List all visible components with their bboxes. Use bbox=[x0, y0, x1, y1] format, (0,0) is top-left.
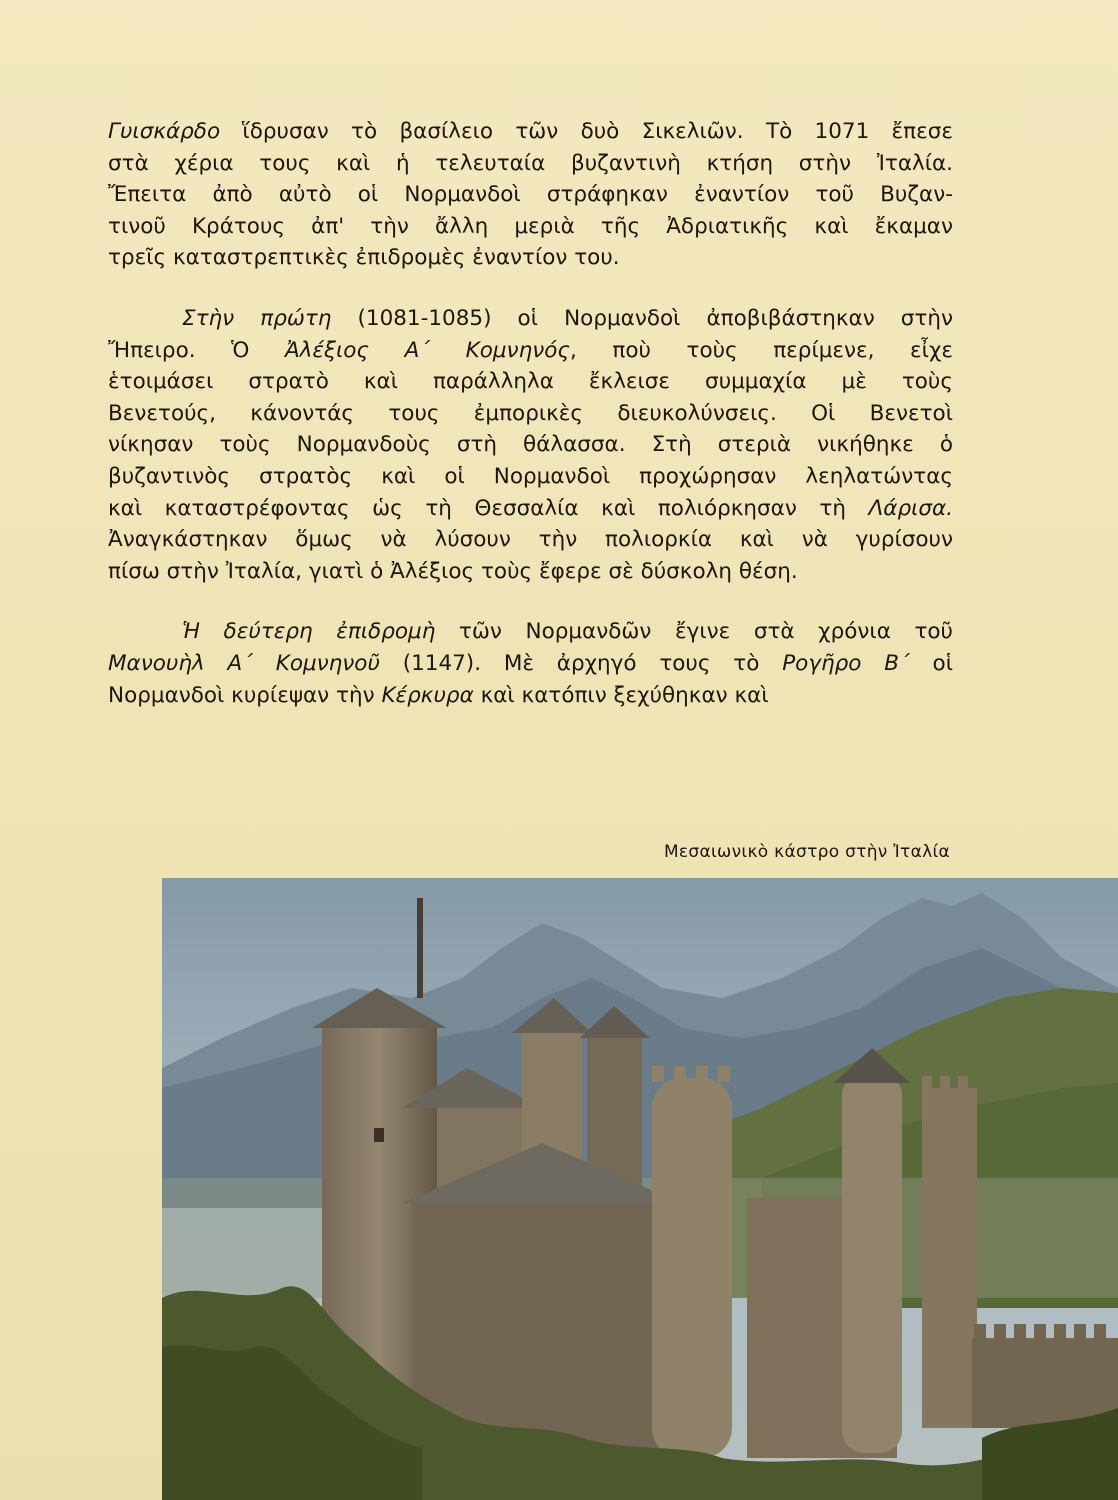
italic-term: Ἡ δεύτερη ἐπιδρομὴ bbox=[182, 619, 436, 645]
paragraph-3 bbox=[108, 616, 953, 711]
text-line bbox=[108, 429, 953, 461]
text-line bbox=[108, 303, 953, 335]
text-run: (1147). Μὲ ἀρχηγό τους τὸ bbox=[379, 650, 783, 676]
text-line bbox=[108, 398, 953, 430]
text-run: (1081-1085) οἱ Νορμανδοὶ ἀποβιβάστηκαν στὴν bbox=[331, 305, 953, 331]
text-line bbox=[108, 116, 953, 148]
photo-caption: Μεσαιωνικὸ κάστρο στὴν Ἰταλία bbox=[663, 842, 950, 862]
text-run: τρεῖς καταστρεπτικὲς ἐπιδρομὲς ἐναντίον του. bbox=[108, 245, 620, 271]
text-run: βυζαντινὸς στρατὸς καὶ οἱ Νορμανδοὶ προχώρησαν λεηλατώντας bbox=[108, 463, 953, 489]
text-line bbox=[108, 493, 953, 525]
text-run: καὶ κατόπιν ξεχύθηκαν καὶ bbox=[473, 682, 769, 708]
italic-term: Κέρκυρα bbox=[381, 682, 474, 708]
text-run: Ἀναγκάστηκαν ὅμως νὰ λύσουν τὴν πολιορκία καὶ νὰ γυρίσουν bbox=[108, 527, 953, 553]
text-line bbox=[108, 461, 953, 493]
text-run: στὰ χέρια τους καὶ ἡ τελευταία βυζαντινὴ κτήση στὴν Ἰταλία. bbox=[108, 150, 953, 176]
text-line bbox=[108, 148, 953, 180]
text-line bbox=[108, 335, 953, 367]
text-run: τῶν Νορμανδῶν ἔγινε στὰ χρόνια τοῦ bbox=[435, 619, 953, 645]
text-run: Ἤπειρο. Ὁ bbox=[108, 337, 285, 363]
body-text bbox=[108, 116, 953, 711]
text-run: Ἔπειτα ἀπὸ αὐτὸ οἱ Νορμανδοὶ στράφηκαν ἐναντίον τοῦ Βυζαν- bbox=[108, 182, 953, 208]
paragraph-1 bbox=[108, 116, 953, 274]
text-line bbox=[108, 524, 953, 556]
text-run: , ποὺ τοὺς περίμενε, εἶχε bbox=[569, 337, 953, 363]
text-line bbox=[108, 616, 953, 648]
text-line bbox=[108, 211, 953, 243]
text-run: Νορμανδοὶ κυρίεψαν τὴν bbox=[108, 682, 382, 708]
text-line bbox=[108, 366, 953, 398]
text-run: τινοῦ Κράτους ἀπ' τὴν ἄλλη μεριὰ τῆς Ἀδριατικῆς καὶ ἔκαμαν bbox=[108, 213, 953, 239]
text-line bbox=[108, 242, 953, 274]
italic-term: Ἀλέξιος Α΄ Κομνηνός bbox=[284, 337, 570, 363]
text-line bbox=[108, 179, 953, 211]
italic-term: Γυισκάρδο bbox=[108, 119, 221, 144]
text-run: οἱ bbox=[909, 650, 953, 676]
paragraph-gap bbox=[108, 587, 953, 616]
text-run: πίσω στὴν Ἰταλία, γιατὶ ὁ Ἀλέξιος τοὺς ἔφερε σὲ δύσκολη θέση. bbox=[108, 558, 798, 584]
castle-photo bbox=[162, 878, 1118, 1500]
italic-term: Ρογῆρο Β΄ bbox=[782, 650, 910, 676]
italic-term: Μανουὴλ Α΄ Κομνηνοῦ bbox=[108, 650, 380, 676]
text-run: Βενετούς, κάνοντάς τους ἐμπορικὲς διευκολύνσεις. Οἱ Βενετοὶ bbox=[108, 400, 953, 426]
text-run: ἑτοιμάσει στρατὸ καὶ παράλληλα ἔκλεισε συμμαχία μὲ τοὺς bbox=[108, 369, 953, 395]
text-run: νίκησαν τοὺς Νορμανδοὺς στὴ θάλασσα. Στὴ στεριὰ νικήθηκε ὁ bbox=[108, 432, 953, 458]
italic-term: Στὴν πρώτη bbox=[182, 305, 332, 331]
text-line bbox=[108, 680, 953, 712]
photo-tint bbox=[162, 878, 1118, 1500]
text-run: καὶ καταστρέφοντας ὡς τὴ Θεσσαλία καὶ πολιόρκησαν τὴ bbox=[108, 495, 869, 521]
text-line bbox=[108, 648, 953, 680]
paragraph-gap bbox=[108, 274, 953, 303]
text-run: ἵδρυσαν τὸ βασίλειο τῶν δυὸ Σικελιῶν. Τὸ 1071 ἔπεσε bbox=[220, 119, 953, 144]
text-line bbox=[108, 556, 953, 588]
castle-illustration bbox=[162, 878, 1118, 1500]
italic-term: Λάρισα. bbox=[868, 495, 953, 521]
paragraph-2 bbox=[108, 303, 953, 587]
